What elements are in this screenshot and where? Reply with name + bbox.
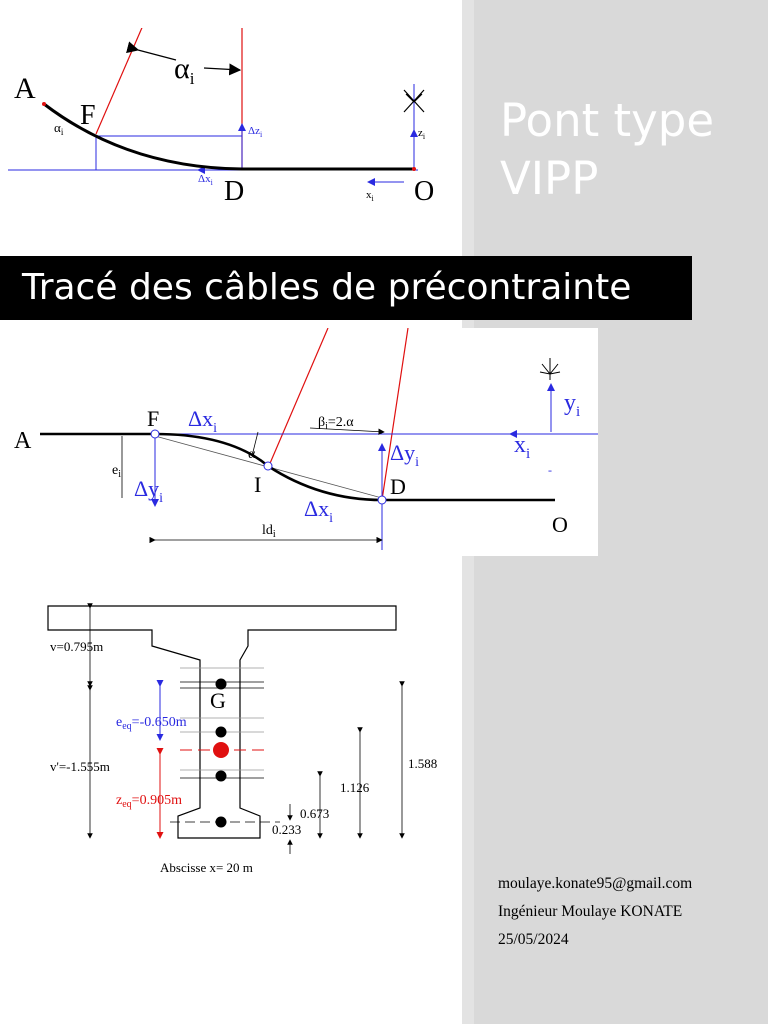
z-label: $z_i$ <box>418 127 426 141</box>
dx-label: $\Delta x_i$ <box>198 173 213 187</box>
figure1-svg <box>8 28 448 218</box>
e-label: $e_i$ <box>112 463 121 480</box>
dx-bottom-label: $\Delta x_i$ <box>304 496 334 526</box>
alpha-arrow-left <box>138 50 176 60</box>
g-label: G <box>210 688 226 713</box>
x-label: $x_i$ <box>514 432 531 462</box>
label-o: O <box>552 512 568 537</box>
alpha-small-label: $\alpha_i$ <box>54 120 64 137</box>
subtitle-banner <box>0 256 692 320</box>
dim-1126-label: 1.126 <box>340 780 370 795</box>
dim-1588-label: 1.588 <box>408 756 438 771</box>
beta-label: $\beta_i=2.\alpha$ <box>318 415 354 432</box>
alpha-label: α <box>248 447 256 462</box>
dy-left-label: $\Delta y_i$ <box>134 476 164 506</box>
dash-mark: - <box>548 463 552 477</box>
tangent-red-line-1 <box>268 328 328 468</box>
v-prime-label: v'=-1.555m <box>50 759 110 774</box>
subtitle-text: Tracé des câbles de précontrainte <box>22 267 632 308</box>
cover-title-line1: Pont type <box>500 94 715 147</box>
author-info <box>498 870 692 954</box>
v-label: v=0.795m <box>50 639 104 654</box>
label-i: I <box>254 472 262 497</box>
dx-top-label: $\Delta x_i$ <box>188 406 218 436</box>
point-d-dot <box>378 496 386 504</box>
dz-label: $\Delta z_i$ <box>248 125 263 139</box>
label-f: F <box>147 406 160 431</box>
dy-right-label: $\Delta y_i$ <box>390 440 420 470</box>
figure2-svg <box>0 328 598 556</box>
cable-dot-2 <box>216 727 227 738</box>
point-i-dot <box>264 462 272 470</box>
label-a: A <box>14 428 32 454</box>
alpha-arrow-right <box>204 68 240 70</box>
point-f-dot <box>151 430 159 438</box>
cable-dot-3 <box>216 771 227 782</box>
label-o: O <box>414 176 435 207</box>
label-d: D <box>390 474 406 499</box>
label-a: A <box>14 72 36 105</box>
alpha-label: $\alpha_i$ <box>174 52 195 88</box>
equivalent-cable-dot <box>213 742 229 758</box>
email-text: moulaye.konate95@gmail.com <box>498 875 693 892</box>
figure-cable-profile-1 <box>8 28 448 218</box>
abscisse-label: Abscisse x= 20 m <box>160 860 253 875</box>
x-label: $x_i$ <box>366 189 374 203</box>
tangent-red-line <box>96 28 144 134</box>
ld-label: $ld_i$ <box>262 523 276 540</box>
label-d: D <box>224 176 245 207</box>
figure-cable-profile-2 <box>0 328 598 556</box>
figure3-svg <box>10 590 454 896</box>
z-eq-label: $z_{eq}=0.905m$ <box>116 793 182 810</box>
point-o-dot <box>412 167 416 171</box>
dim-0673-label: 0.673 <box>300 806 330 821</box>
point-a-dot <box>42 102 46 106</box>
y-label: $y_i$ <box>564 390 581 420</box>
dim-0233-label: 0.233 <box>272 822 302 837</box>
e-eq-label: $e_{eq}=-0.650m$ <box>116 715 187 732</box>
cable-dot-4 <box>216 817 227 828</box>
figure-beam-section <box>10 590 454 896</box>
cover-title-line2: VIPP <box>500 152 599 205</box>
cover-title <box>500 92 760 208</box>
label-f: F <box>80 100 96 131</box>
author-name: Ingénieur Moulaye KONATE <box>498 903 683 920</box>
date-text: 25/05/2024 <box>498 931 569 948</box>
